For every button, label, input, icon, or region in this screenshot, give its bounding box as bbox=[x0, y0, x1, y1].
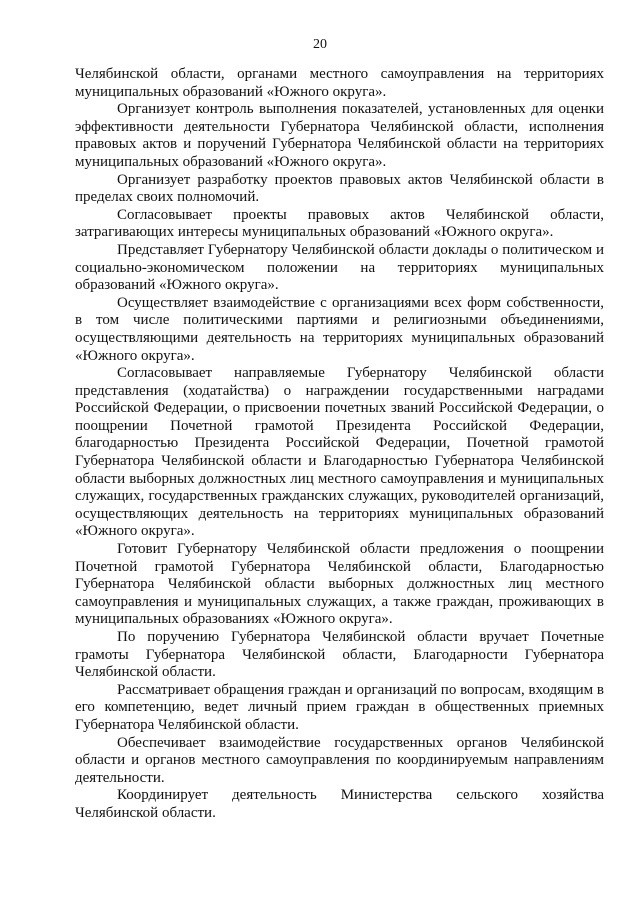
page-number: 20 bbox=[313, 37, 327, 52]
paragraph-continuation: Челябинской области, органами местного самоуправления на территориях муниципальных образований «Южного округа». bbox=[75, 66, 604, 100]
paragraph-draft-acts: Организует разработку проектов правовых актов Челябинской области в пределах своих полномочий. bbox=[75, 171, 604, 206]
paragraph-citizen-appeals: Рассматривает обращения граждан и организаций по вопросам, входящим в его компетенцию, ведет личный прием граждан в общественных приемных Губернатора Челябинской области. bbox=[75, 681, 604, 733]
paragraph-ensure-interaction: Обеспечивает взаимодействие государственных органов Челябинской области и органов местного самоуправления по координируемым направлениям деятельности. bbox=[75, 734, 604, 786]
paragraph-awards-proposals: Готовит Губернатору Челябинской области предложения о поощрении Почетной грамотой Губернатора Челябинской области, Благодарностью Губернатора Челябинской области выборных должностных лиц местного самоуправления и муниципальных служащих, а также граждан, проживающих в муниципальных образованиях «Южного округа». bbox=[75, 541, 604, 628]
paragraph-awards-approval: Согласовывает направляемые Губернатору Челябинской области представления (ходатайства) о награждении государственными наградами Российской Федерации, о присвоении почетных званий Российской Федерации, о поощрении Почетной грамотой Президента Российской Федерации, благодарностью Президента Российской Федерации, Почетной грамотой Губернатора Челябинской области и Благодарностью Губернатора Челябинской области выборных должностных лиц местного самоуправления и муниципальных служащих, государственных гражданских служащих, руководителей организаций, осуществляющих деятельность на территориях муниципальных образований «Южного округа». bbox=[75, 365, 604, 540]
paragraph-interaction-organizations: Осуществляет взаимодействие с организациями всех форм собственности, в том числе политическими партиями и религиозными объединениями, осуществляющими деятельность на территориях муниципальных образований «Южного округа». bbox=[75, 294, 604, 364]
paragraph-coordination-ministry: Координирует деятельность Министерства сельского хозяйства Челябинской области. bbox=[75, 787, 604, 821]
document-body bbox=[75, 66, 604, 823]
paragraph-control-indicators: Организует контроль выполнения показателей, установленных для оценки эффективности деятельности Губернатора Челябинской области, исполнения правовых актов и поручений Губернатора Челябинской области на территориях муниципальных образований «Южного округа». bbox=[75, 101, 604, 170]
paragraph-approve-drafts: Согласовывает проекты правовых актов Челябинской области, затрагивающих интересы муниципальных образований «Южного округа». bbox=[75, 206, 604, 241]
paragraph-awards-presentation: По поручению Губернатора Челябинской области вручает Почетные грамоты Губернатора Челябинской области, Благодарности Губернатора Челябинской области. bbox=[75, 629, 604, 681]
paragraph-reports: Представляет Губернатору Челябинской области доклады о политическом и социально-экономическом положении на территориях муниципальных образований «Южного округа». bbox=[75, 241, 604, 294]
